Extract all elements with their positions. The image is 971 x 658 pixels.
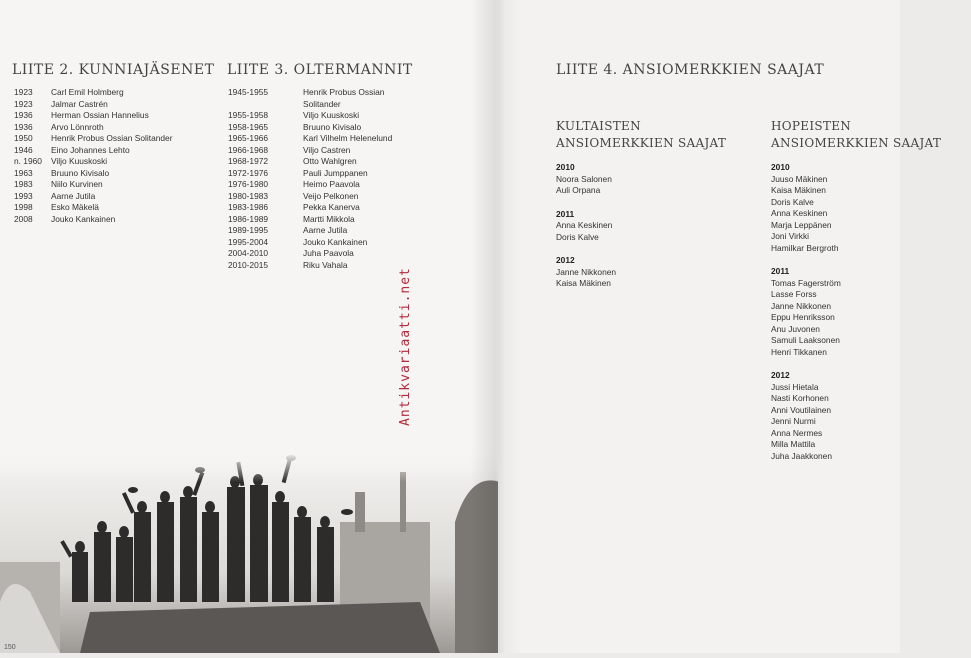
member-row bbox=[14, 179, 173, 191]
member-name: Jouko Kankainen bbox=[51, 213, 116, 224]
oltermanni-name: Otto Wahlgren bbox=[303, 156, 357, 166]
oltermanni-row bbox=[228, 248, 408, 260]
member-name: Bruuno Kivisalo bbox=[51, 167, 110, 178]
member-year: 1946 bbox=[14, 144, 33, 155]
member-row bbox=[14, 168, 173, 180]
member-year: 1923 bbox=[14, 87, 33, 97]
oltermanni-period: 2010-2015 bbox=[228, 259, 269, 270]
oltermanni-row bbox=[228, 225, 408, 237]
badge-recipient: Eppu Henriksson bbox=[771, 312, 835, 322]
member-name: Herman Ossian Hannelius bbox=[51, 110, 149, 120]
watermark-text: Antikvariaatti.net bbox=[398, 267, 413, 426]
badge-recipient: Doris Kalve bbox=[771, 196, 814, 207]
oltermanni-period: 1972-1976 bbox=[228, 167, 269, 178]
oltermanni-period: 2004-2010 bbox=[228, 248, 269, 258]
silver-badges-list bbox=[771, 162, 841, 474]
oltermanni-period: 1968-1972 bbox=[228, 156, 269, 166]
member-name: Henrik Probus Ossian Solitander bbox=[51, 133, 173, 143]
oltermanni-row bbox=[228, 168, 408, 180]
oltermanni-row bbox=[228, 145, 408, 157]
member-year: 1998 bbox=[14, 202, 33, 212]
oltermanni-name: Riku Vahala bbox=[303, 259, 348, 270]
badge-recipient: Hamilkar Bergroth bbox=[771, 242, 839, 253]
badge-year-group bbox=[556, 209, 616, 244]
badge-year-group bbox=[556, 162, 616, 197]
oltermanni-name: Pekka Kanerva bbox=[303, 202, 360, 212]
badge-year-group bbox=[556, 255, 616, 290]
member-year: 1936 bbox=[14, 110, 33, 120]
oltermanni-name: Juha Paavola bbox=[303, 248, 354, 258]
badge-recipient: Henri Tikkanen bbox=[771, 346, 827, 357]
badge-recipient: Janne Nikkonen bbox=[556, 266, 617, 277]
badge-recipient: Anna Keskinen bbox=[771, 208, 828, 218]
oltermanni-period: 1966-1968 bbox=[228, 144, 269, 155]
badge-recipient: Milla Mattila bbox=[771, 439, 816, 449]
member-row bbox=[14, 110, 173, 122]
badge-recipient: Noora Salonen bbox=[556, 173, 612, 184]
oltermanni-row bbox=[228, 122, 408, 134]
gold-badges-title: KULTAISTEN ANSIOMERKKIEN SAAJAT bbox=[556, 119, 727, 150]
gold-badges-list bbox=[556, 162, 616, 302]
member-name: Viljo Kuuskoski bbox=[51, 156, 108, 166]
member-name: Arvo Lönnroth bbox=[51, 121, 104, 132]
section4-title: LIITE 4. ANSIOMERKKIEN SAAJAT bbox=[556, 62, 825, 78]
badge-recipient: Lasse Forss bbox=[771, 289, 817, 299]
member-name: Jalmar Castrén bbox=[51, 98, 108, 109]
badge-recipient: Marja Leppänen bbox=[771, 219, 832, 230]
badge-recipient: Jenni Nurmi bbox=[771, 416, 816, 426]
badge-recipient: Anu Juvonen bbox=[771, 323, 820, 334]
oltermanni-list bbox=[228, 87, 408, 271]
member-name: Eino Johannes Lehto bbox=[51, 144, 130, 155]
badge-recipient: Anna Keskinen bbox=[556, 220, 613, 230]
badge-recipient: Kaisa Mäkinen bbox=[771, 185, 826, 195]
badge-year: 2012 bbox=[771, 370, 790, 380]
member-row bbox=[14, 191, 173, 203]
badge-year: 2010 bbox=[771, 162, 790, 172]
badge-year-group bbox=[771, 370, 841, 462]
oltermanni-row bbox=[228, 87, 408, 110]
badge-recipient: Auli Orpana bbox=[556, 185, 601, 195]
member-name: Aarne Jutila bbox=[51, 190, 96, 201]
oltermanni-name: Pauli Jumppanen bbox=[303, 167, 368, 178]
member-row bbox=[14, 122, 173, 134]
member-name: Esko Mäkelä bbox=[51, 202, 99, 212]
badge-recipient: Anni Voutilainen bbox=[771, 404, 832, 415]
oltermanni-period: 1976-1980 bbox=[228, 179, 269, 189]
badge-recipient: Janne Nikkonen bbox=[771, 300, 832, 311]
oltermanni-period: 1965-1966 bbox=[228, 133, 269, 143]
oltermanni-period: 1986-1989 bbox=[228, 213, 269, 224]
oltermanni-period: 1983-1986 bbox=[228, 202, 269, 212]
badge-year: 2012 bbox=[556, 255, 575, 265]
oltermanni-row bbox=[228, 156, 408, 168]
badge-year: 2011 bbox=[771, 266, 790, 276]
oltermanni-name: Veijo Pelkonen bbox=[303, 190, 359, 201]
member-row bbox=[14, 145, 173, 157]
right-page bbox=[498, 0, 942, 653]
oltermanni-period: 1945-1955 bbox=[228, 87, 269, 97]
oltermanni-name: Aarne Jutila bbox=[303, 225, 348, 235]
member-row bbox=[14, 87, 173, 99]
oltermanni-name: Viljo Kuuskoski bbox=[303, 110, 360, 120]
member-name: Niilo Kurvinen bbox=[51, 179, 103, 189]
oltermanni-name: Henrik Probus Ossian Solitander bbox=[303, 87, 385, 109]
member-year: 2008 bbox=[14, 213, 33, 224]
badge-recipient: Juuso Mäkinen bbox=[771, 173, 828, 184]
member-row bbox=[14, 99, 173, 111]
section3-title: LIITE 3. OLTERMANNIT bbox=[227, 62, 413, 78]
oltermanni-period: 1980-1983 bbox=[228, 190, 269, 201]
member-year: 1993 bbox=[14, 190, 33, 201]
oltermanni-row bbox=[228, 237, 408, 249]
historical-group-photo bbox=[0, 452, 500, 653]
badge-recipient: Tomas Fagerström bbox=[771, 277, 841, 288]
badge-recipient: Anna Nermes bbox=[771, 427, 823, 438]
badge-recipient: Joni Virkki bbox=[771, 231, 810, 241]
badge-year: 2011 bbox=[556, 208, 575, 219]
badge-recipient: Nasti Korhonen bbox=[771, 393, 829, 403]
oltermanni-name: Viljo Castren bbox=[303, 144, 351, 155]
badge-year-group bbox=[771, 162, 841, 254]
oltermanni-period: 1955-1958 bbox=[228, 110, 269, 120]
oltermanni-row bbox=[228, 110, 408, 122]
oltermanni-name: Jouko Kankainen bbox=[303, 236, 368, 247]
badge-recipient: Doris Kalve bbox=[556, 231, 599, 242]
section2-title: LIITE 2. KUNNIAJÄSENET bbox=[12, 62, 215, 78]
page-number: 150 bbox=[4, 644, 16, 651]
oltermanni-row bbox=[228, 260, 408, 272]
badge-year: 2010 bbox=[556, 162, 575, 172]
member-row bbox=[14, 156, 173, 168]
member-year: 1950 bbox=[14, 133, 33, 143]
badge-recipient: Jussi Hietala bbox=[771, 381, 819, 392]
oltermanni-row bbox=[228, 202, 408, 214]
member-row bbox=[14, 214, 173, 226]
book-gutter bbox=[470, 0, 520, 653]
member-row bbox=[14, 202, 173, 214]
member-year: n. 1960 bbox=[14, 156, 42, 166]
badge-recipient: Juha Jaakkonen bbox=[771, 450, 832, 461]
oltermanni-name: Heimo Paavola bbox=[303, 179, 360, 189]
member-year: 1963 bbox=[14, 167, 33, 178]
oltermanni-row bbox=[228, 133, 408, 145]
member-year: 1923 bbox=[14, 98, 33, 109]
member-year: 1983 bbox=[14, 179, 33, 189]
badge-year-group bbox=[771, 266, 841, 358]
badge-recipient: Samuli Laaksonen bbox=[771, 335, 840, 345]
oltermanni-period: 1989-1995 bbox=[228, 225, 269, 235]
oltermanni-name: Bruuno Kivisalo bbox=[303, 121, 362, 132]
member-name: Carl Emil Holmberg bbox=[51, 87, 124, 97]
member-year: 1936 bbox=[14, 121, 33, 132]
badge-recipient: Kaisa Mäkinen bbox=[556, 278, 611, 288]
silver-badges-title: HOPEISTEN ANSIOMERKKIEN SAAJAT bbox=[771, 119, 942, 150]
oltermanni-period: 1995-2004 bbox=[228, 236, 269, 247]
member-row bbox=[14, 133, 173, 145]
oltermanni-name: Karl Vilhelm Helenelund bbox=[303, 133, 393, 143]
oltermanni-row bbox=[228, 191, 408, 203]
honorary-members-list bbox=[14, 87, 173, 225]
oltermanni-row bbox=[228, 214, 408, 226]
oltermanni-row bbox=[228, 179, 408, 191]
oltermanni-name: Martti Mikkola bbox=[303, 213, 355, 224]
oltermanni-period: 1958-1965 bbox=[228, 121, 269, 132]
